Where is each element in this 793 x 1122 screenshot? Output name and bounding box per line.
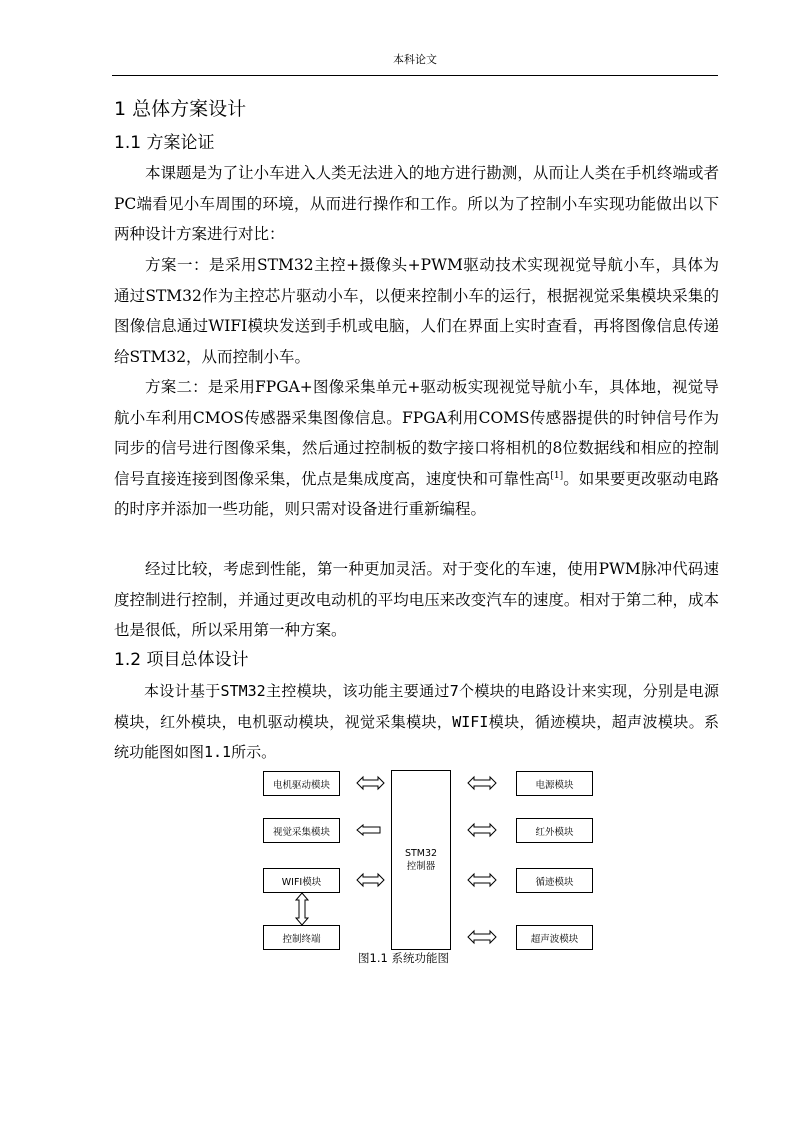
control-terminal-box: [263, 925, 340, 950]
vision-capture-module-label: 视觉采集模块: [272, 826, 330, 838]
section-heading-1-1: 1.1 方案论证: [114, 133, 215, 153]
section-heading-1: 1 总体方案设计: [114, 98, 247, 120]
ultrasonic-module-box: [516, 925, 593, 950]
double-arrow-icon: [468, 777, 496, 789]
double-arrow-icon: [468, 824, 496, 836]
wifi-module-box: [263, 868, 340, 893]
header-title: 本科论文: [393, 53, 437, 66]
line-tracking-module-label: 循迹模块: [535, 876, 574, 888]
ultrasonic-module-label: 超声波模块: [530, 933, 579, 945]
motor-driver-module-box: [263, 771, 340, 796]
vision-capture-module-box: [263, 818, 340, 843]
double-arrow-icon: [357, 777, 384, 789]
double-arrow-icon: [468, 931, 496, 943]
power-module-box: [516, 771, 593, 796]
figure-caption: 图1.1 系统功能图: [358, 951, 449, 965]
paragraph-overall-design: 本设计基于STM32主控模块，该功能主要通过7个模块的电路设计来实现，分别是电源模块，红外模块，电机驱动模块，视觉采集模块，WIFI模块，循迹模块，超声波模块。系统功能图如图1.1所示。: [114, 682, 719, 761]
vertical-double-arrow-icon: [296, 893, 308, 925]
citation-ref: [1]: [550, 470, 564, 481]
section-heading-1-2: 1.2 项目总体设计: [114, 650, 249, 670]
plan-two-text-end: 。如果要更改驱动电路的时序并添加一些功能，则只需对设备进行重新编程。: [114, 469, 719, 518]
paragraph-plan-one: 方案一：是采用STM32主控+摄像头+PWM驱动技术实现视觉导航小车，具体为通过STM32作为主控芯片驱动小车，以便来控制小车的运行，根据视觉采集模块采集的图像信息通过WIFI模块发送到手机或电脑，人们在界面上实时查看，再将图像信息传递给STM32，从而控制小车。: [114, 256, 719, 366]
paragraph-comparison: 经过比较，考虑到性能，第一种更加灵活。对于变化的车速，使用PWM脉冲代码速度控制进行控制，并通过更改电动机的平均电压来改变汽车的速度。相对于第二种，成本也是很低，所以采用第一种方案。: [114, 560, 719, 639]
line-tracking-module-box: [516, 868, 593, 893]
wifi-module-label: WIFI模块: [281, 876, 322, 888]
double-arrow-icon: [468, 874, 496, 886]
left-arrow-icon: [357, 825, 380, 835]
control-terminal-label: 控制终端: [282, 933, 321, 945]
motor-driver-module-label: 电机驱动模块: [272, 779, 330, 791]
power-module-label: 电源模块: [535, 779, 574, 791]
stm32-controller-label: STM32控制器: [404, 848, 438, 872]
infrared-module-box: [516, 818, 593, 843]
double-arrow-icon: [357, 874, 384, 886]
stm32-controller-box: [391, 770, 451, 950]
infrared-module-label: 红外模块: [535, 826, 574, 838]
plan-two-text: 方案二：是采用FPGA+图像采集单元+驱动板实现视觉导航小车，具体地，视觉导航小车利用CMOS传感器采集图像信息。FPGA利用COMS传感器提供的时钟信号作为同步的信号进行图像采集，然后通过控制板的数字接口将相机的8位数据线和相应的控制信号直接连接到图像采集，优点是集成度高，速度快和可靠性高: [114, 378, 719, 488]
paragraph-intro: 本课题是为了让小车进入人类无法进入的地方进行勘测，从而让人类在手机终端或者PC端看见小车周围的环境，从而进行操作和工作。所以为了控制小车实现功能做出以下两种设计方案进行对比：: [114, 164, 719, 243]
